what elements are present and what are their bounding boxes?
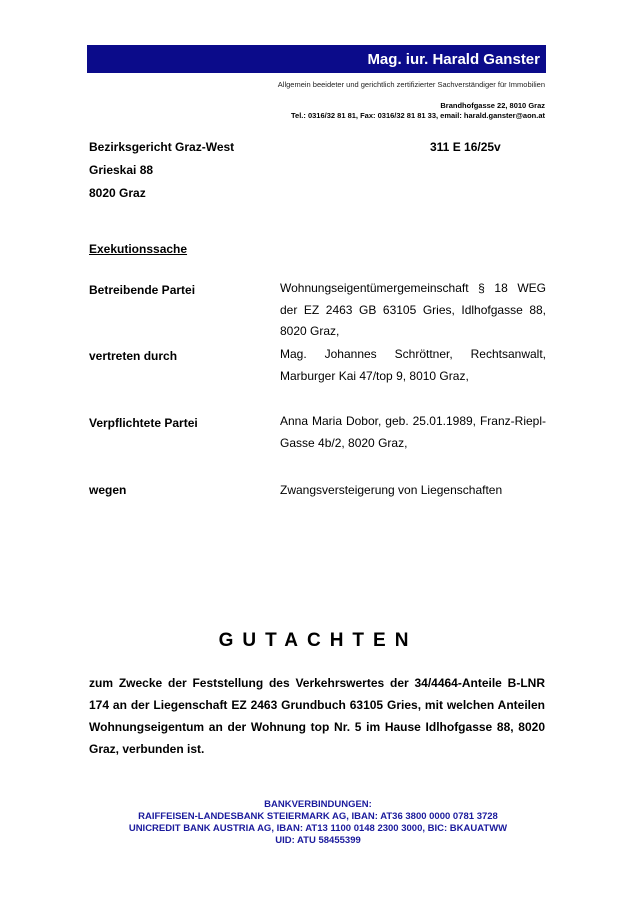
office-address: Brandhofgasse 22, 8010 Graz xyxy=(440,101,545,110)
bank-account-1: RAIFFEISEN-LANDESBANK STEIERMARK AG, IBAN: AT36 3800 0000 0781 3728 xyxy=(138,811,498,822)
defendant-value: Anna Maria Dobor, geb. 25.01.1989, Franz-Riepl-Gasse 4b/2, 8020 Graz, xyxy=(280,414,546,450)
court-city: 8020 Graz xyxy=(89,186,146,200)
plaintiff-label: Betreibende Partei xyxy=(89,283,196,297)
represented-value: Mag. Johannes Schröttner, Rechtsanwalt, Marburger Kai 47/top 9, 8010 Graz, xyxy=(280,347,546,383)
contact-line: Tel.: 0316/32 81 81, Fax: 0316/32 81 81 33, email: harald.ganster@aon.at xyxy=(291,111,545,120)
purpose-statement: zum Zwecke der Feststellung des Verkehrswertes der 34/4464-Anteile B-LNR 174 an der Liegenschaft EZ 2463 Grundbuch 63105 Gries, mit welchen Anteilen Wohnungseigentum an der Wohnung top Nr. 5 im Hause Idlhofgasse 88, 8020 Graz, verbunden ist. xyxy=(89,676,545,756)
bank-footer xyxy=(0,799,636,847)
expert-tagline: Allgemein beeideter und gerichtlich zertifizierter Sachverständiger für Immobilien xyxy=(277,80,545,89)
represented-label: vertreten durch xyxy=(89,349,178,363)
plaintiff-value: Wohnungseigentümergemeinschaft § 18 WEG der EZ 2463 GB 63105 Gries, Idlhofgasse 88, 8020 Graz, xyxy=(280,281,546,338)
defendant-label: Verpflichtete Partei xyxy=(89,416,198,430)
case-number: 311 E 16/25v xyxy=(430,140,501,154)
expert-name: Mag. iur. Harald Ganster xyxy=(367,50,540,68)
case-type-heading: Exekutionssache xyxy=(89,242,188,256)
bank-account-2: UNICREDIT BANK AUSTRIA AG, IBAN: AT13 1100 0148 2300 3000, BIC: BKAUATWW xyxy=(128,823,508,834)
letterhead-banner xyxy=(87,45,546,73)
vat-id: UID: ATU 58455399 xyxy=(275,835,361,846)
bank-heading: BANKVERBINDUNGEN: xyxy=(264,799,372,810)
reason-value: Zwangsversteigerung von Liegenschaften xyxy=(280,483,503,497)
court-name: Bezirksgericht Graz-West xyxy=(89,140,235,154)
document-title: GUTACHTEN xyxy=(218,630,418,651)
reason-label: wegen xyxy=(89,483,127,497)
court-street: Grieskai 88 xyxy=(89,163,154,177)
